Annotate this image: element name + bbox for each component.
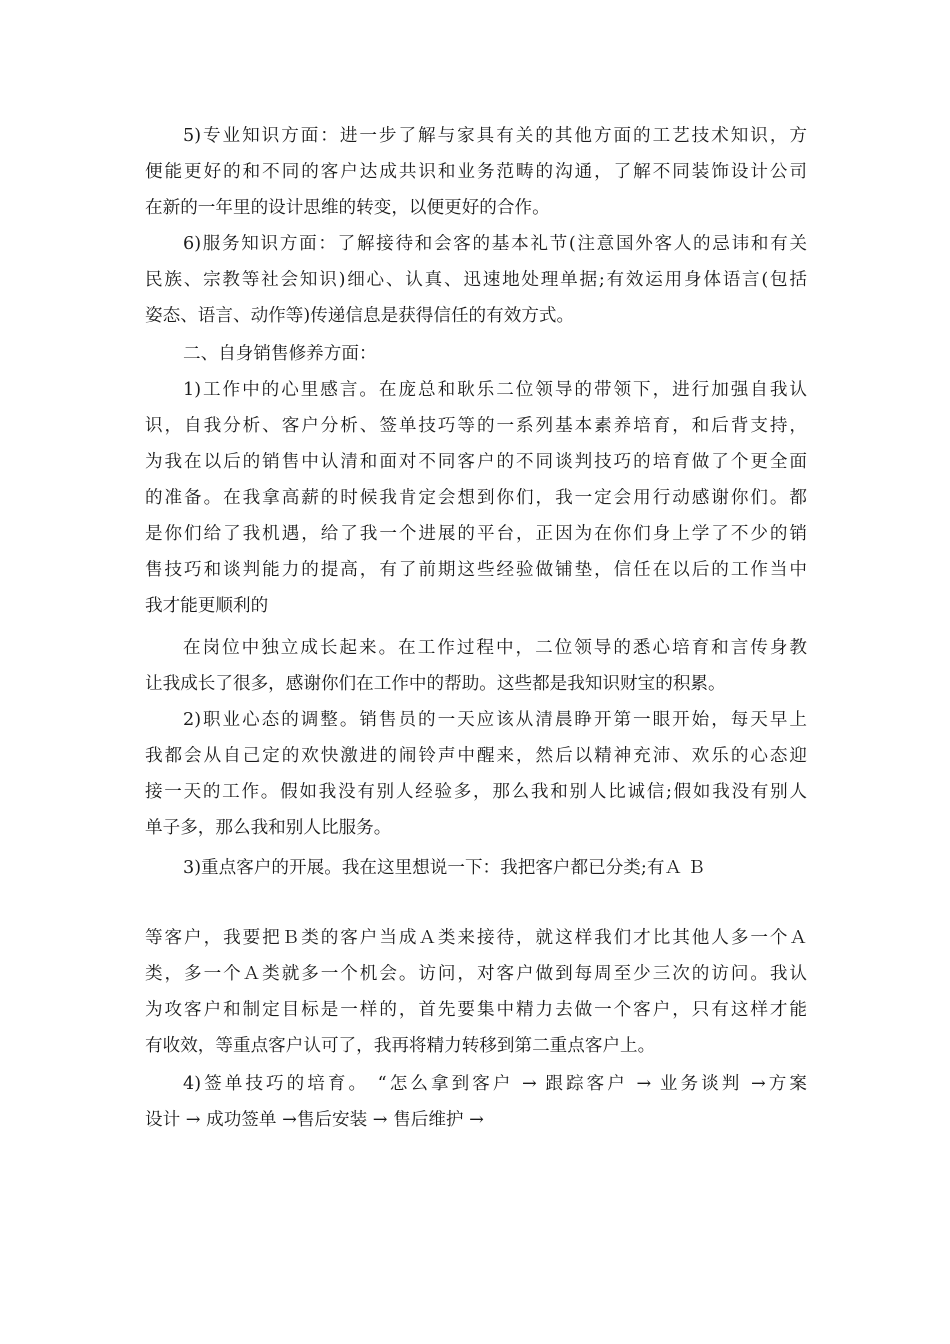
paragraph-professional-knowledge (145, 118, 807, 226)
text-line: 我才能更顺利的 (145, 596, 269, 616)
text-line: 设计 → 成功签单 →售后安装 → 售后维护 → (145, 1110, 484, 1130)
paragraph-mindset-adjustment (145, 702, 807, 846)
paragraph-key-clients (145, 850, 807, 886)
text-line: 2)职业心态的调整。销售员的一天应该从清晨睁开第一眼开始，每天早上 (183, 710, 807, 730)
text-line: 为我在以后的销售中认清和面对不同客户的不同谈判技巧的培育做了个更全面 (145, 452, 807, 472)
text-line: 是你们给了我机遇，给了我一个进展的平台，正因为在你们身上学了不少的销 (145, 524, 807, 544)
text-line: 6)服务知识方面：了解接待和会客的基本礼节(注意国外客人的忌讳和有关 (183, 234, 807, 254)
text-line: 类，多一个Ａ类就多一个机会。访问，对客户做到每周至少三次的访问。我认 (145, 964, 807, 984)
paragraph-key-clients-continued (145, 920, 807, 1064)
text-line: 1)工作中的心里感言。在庞总和耿乐二位领导的带领下，进行加强自我认 (183, 380, 807, 400)
text-line: 识，自我分析、客户分析、签单技巧等的一系列基本素养培育，和后背支持， (145, 416, 807, 436)
text-line: 的准备。在我拿高薪的时候我肯定会想到你们，我一定会用行动感谢你们。都 (145, 488, 807, 508)
paragraph-service-knowledge (145, 226, 807, 334)
text-line: 4)签单技巧的培育。 “怎么拿到客户 → 跟踪客户 → 业务谈判 →方案 (183, 1074, 807, 1094)
text-line: 3)重点客户的开展。我在这里想说一下：我把客户都已分类;有Ａ Ｂ (183, 858, 706, 878)
text-line: 为攻客户和制定目标是一样的，首先要集中精力去做一个客户，只有这样才能 (145, 1000, 807, 1020)
text-line: 在新的一年里的设计思维的转变，以便更好的合作。 (145, 198, 550, 218)
text-line: 姿态、语言、动作等)传递信息是获得信任的有效方式。 (145, 306, 575, 326)
paragraph-work-reflections (145, 372, 807, 624)
paragraph-work-reflections-continued (145, 630, 807, 702)
text-line: 在岗位中独立成长起来。在工作过程中，二位领导的悉心培育和言传身教 (183, 638, 807, 658)
text-line: 等客户，我要把Ｂ类的客户当成Ａ类来接待，就这样我们才比其他人多一个Ａ (145, 928, 807, 948)
text-line: 让我成长了很多，感谢你们在工作中的帮助。这些都是我知识财宝的积累。 (145, 674, 726, 694)
text-line: 我都会从自己定的欢快激进的闹铃声中醒来，然后以精神充沛、欢乐的心态迎 (145, 746, 807, 766)
section-heading (145, 336, 807, 372)
text-line: 有收效，等重点客户认可了，我再将精力转移到第二重点客户上。 (145, 1036, 656, 1056)
text-line: 便能更好的和不同的客户达成共识和业务范畴的沟通，了解不同装饰设计公司 (145, 162, 807, 182)
text-line: 单子多，那么我和别人比服务。 (145, 818, 392, 838)
text-line: 接一天的工作。假如我没有别人经验多，那么我和别人比诚信;假如我没有别人 (145, 782, 807, 802)
text-line: 二、自身销售修养方面： (183, 344, 377, 364)
text-line: 民族、宗教等社会知识)细心、认真、迅速地处理单据;有效运用身体语言(包括 (145, 270, 807, 290)
text-line: 5)专业知识方面：进一步了解与家具有关的其他方面的工艺技术知识，方 (183, 126, 807, 146)
paragraph-signing-skills (145, 1066, 807, 1138)
text-line: 售技巧和谈判能力的提高，有了前期这些经验做铺垫，信任在以后的工作当中 (145, 560, 807, 580)
